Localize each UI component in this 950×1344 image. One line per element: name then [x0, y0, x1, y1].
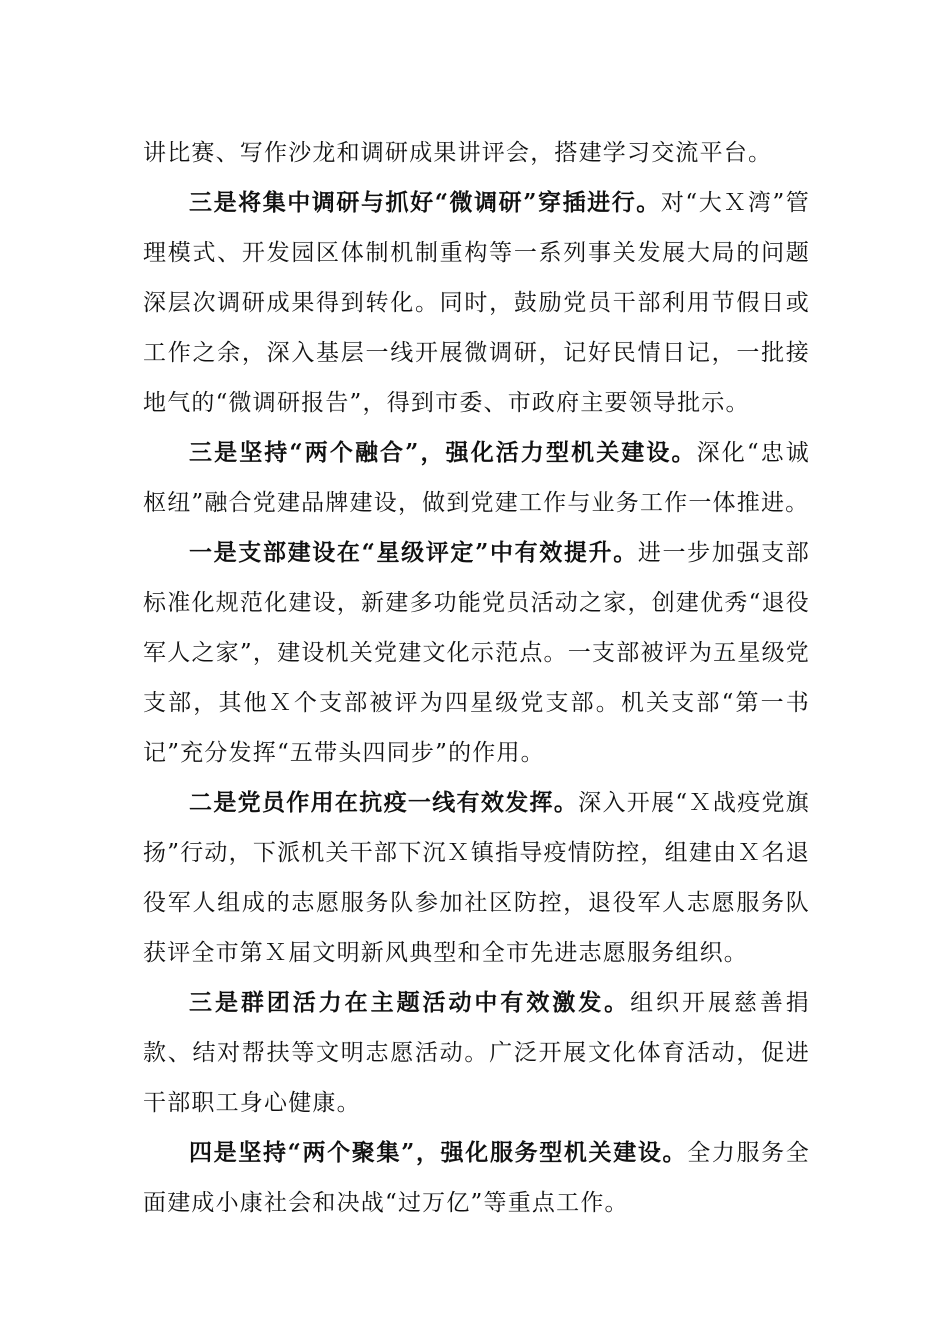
- paragraph-5: [143, 778, 810, 978]
- paragraph-7-text: 全力服务全面建成小康社会和决战“过万亿”等重点工作。: [143, 1140, 810, 1216]
- paragraph-7: [143, 1128, 810, 1228]
- paragraph-5-text: 深入开展“Ｘ战疫党旗扬”行动，下派机关干部下沉Ｘ镇指导疫情防控，组建由Ｘ名退役军人组成的志愿服务队参加社区防控，退役军人志愿服务队获评全市第Ｘ届文明新风典型和全市先进志愿服务组织。: [143, 790, 810, 966]
- paragraph-6-lead: 三是群团活力在主题活动中有效激发。: [189, 989, 631, 1016]
- paragraph-5-lead: 二是党员作用在抗疫一线有效发挥。: [189, 789, 579, 816]
- paragraph-1-text: 讲比赛、写作沙龙和调研成果讲评会，搭建学习交流平台。: [143, 140, 773, 166]
- paragraph-7-lead: 四是坚持“两个聚集”，强化服务型机关建设。: [189, 1139, 688, 1166]
- paragraph-4-text: 进一步加强支部标准化规范化建设，新建多功能党员活动之家，创建优秀“退役军人之家”，建设机关党建文化示范点。一支部被评为五星级党支部，其他Ｘ个支部被评为四星级党支部。机关支部“第一书记”充分发挥“五带头四同步”的作用。: [143, 540, 810, 766]
- paragraph-3: [143, 428, 810, 528]
- paragraph-2-lead: 三是将集中调研与抓好“微调研”穿插进行。: [189, 189, 661, 216]
- paragraph-2: [143, 178, 810, 428]
- paragraph-3-text: 深化“忠诚枢纽”融合党建品牌建设，做到党建工作与业务工作一体推进。: [143, 440, 810, 516]
- paragraph-3-lead: 三是坚持“两个融合”，强化活力型机关建设。: [189, 439, 697, 466]
- paragraph-4: [143, 528, 810, 778]
- paragraph-1: [143, 128, 810, 178]
- paragraph-6-text: 组织开展慈善捐款、结对帮扶等文明志愿活动。广泛开展文化体育活动，促进干部职工身心健康。: [143, 990, 810, 1116]
- document-page: [143, 128, 810, 1228]
- paragraph-6: [143, 978, 810, 1128]
- paragraph-4-lead: 一是支部建设在“星级评定”中有效提升。: [189, 539, 638, 566]
- paragraph-2-text: 对“大Ｘ湾”管理模式、开发园区体制机制重构等一系列事关发展大局的问题深层次调研成果得到转化。同时，鼓励党员干部利用节假日或工作之余，深入基层一线开展微调研，记好民情日记，一批接地气的“微调研报告”，得到市委、市政府主要领导批示。: [143, 190, 810, 416]
